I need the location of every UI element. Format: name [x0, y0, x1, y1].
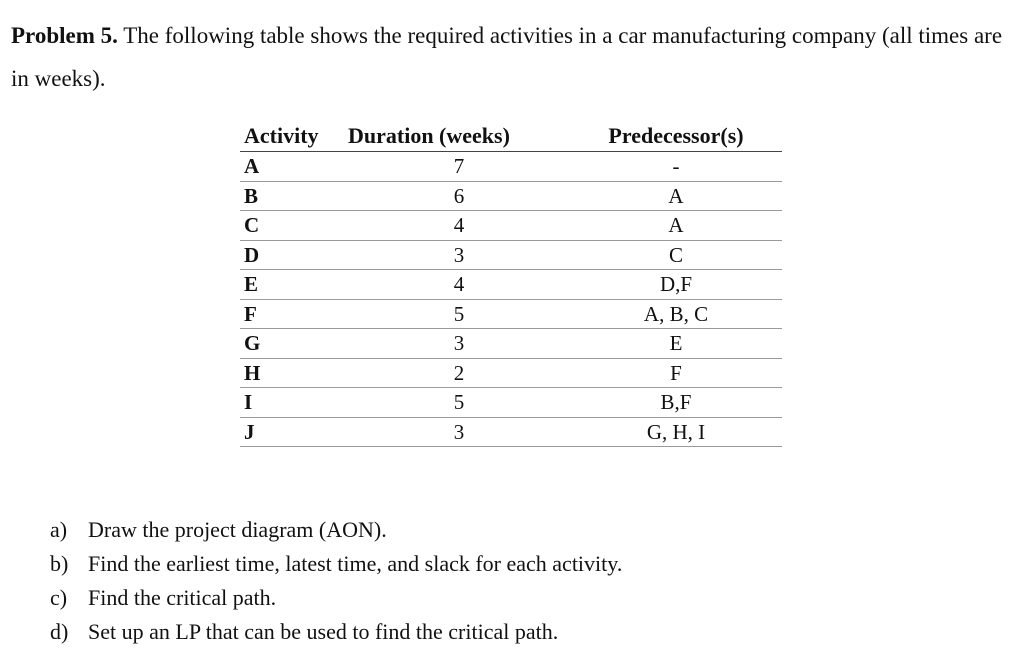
cell-activity: B [240, 181, 348, 211]
cell-activity: E [240, 270, 348, 300]
table-row [240, 270, 782, 300]
question-text: Find the critical path. [88, 585, 277, 610]
cell-activity: A [240, 152, 348, 182]
cell-duration: 3 [348, 417, 570, 447]
question-marker: a) [50, 517, 68, 542]
question-text: Set up an LP that can be used to find the critical path. [88, 619, 559, 644]
cell-predecessors: A [570, 181, 782, 211]
list-item [50, 581, 622, 615]
question-list [50, 513, 622, 649]
problem-label: Problem 5. [11, 23, 118, 48]
problem-text: The following table shows the required activities in a car manufacturing company (all times are in weeks). [11, 23, 1003, 91]
cell-activity: G [240, 329, 348, 359]
table-row [240, 329, 782, 359]
cell-activity: D [240, 240, 348, 270]
cell-predecessors: A [570, 211, 782, 241]
table-header-row [240, 121, 782, 152]
cell-activity: C [240, 211, 348, 241]
cell-predecessors: C [570, 240, 782, 270]
cell-duration: 3 [348, 240, 570, 270]
cell-predecessors: G, H, I [570, 417, 782, 447]
cell-predecessors: A, B, C [570, 299, 782, 329]
cell-duration: 2 [348, 358, 570, 388]
question-marker: b) [50, 551, 69, 576]
header-duration: Duration (weeks) [348, 121, 570, 152]
header-predecessors: Predecessor(s) [570, 121, 782, 152]
cell-duration: 5 [348, 299, 570, 329]
header-activity: Activity [240, 121, 348, 152]
cell-predecessors: E [570, 329, 782, 359]
table-row [240, 358, 782, 388]
question-marker: c) [50, 585, 68, 610]
list-item [50, 615, 622, 649]
cell-duration: 4 [348, 270, 570, 300]
cell-predecessors: B,F [570, 388, 782, 418]
table-row [240, 299, 782, 329]
cell-duration: 7 [348, 152, 570, 182]
cell-activity: F [240, 299, 348, 329]
cell-duration: 4 [348, 211, 570, 241]
table-row [240, 417, 782, 447]
table-row [240, 181, 782, 211]
table-row [240, 152, 782, 182]
question-text: Find the earliest time, latest time, and slack for each activity. [88, 551, 623, 576]
activities-table [240, 121, 782, 447]
table-row [240, 240, 782, 270]
cell-duration: 6 [348, 181, 570, 211]
table-row [240, 211, 782, 241]
cell-activity: I [240, 388, 348, 418]
cell-activity: H [240, 358, 348, 388]
cell-predecessors: F [570, 358, 782, 388]
question-marker: d) [50, 619, 69, 644]
problem-statement [11, 14, 1016, 100]
list-item [50, 513, 622, 547]
question-text: Draw the project diagram (AON). [88, 517, 387, 542]
table-row [240, 388, 782, 418]
cell-predecessors: D,F [570, 270, 782, 300]
list-item [50, 547, 622, 581]
cell-predecessors: - [570, 152, 782, 182]
cell-duration: 5 [348, 388, 570, 418]
table-body [240, 152, 782, 447]
cell-duration: 3 [348, 329, 570, 359]
cell-activity: J [240, 417, 348, 447]
